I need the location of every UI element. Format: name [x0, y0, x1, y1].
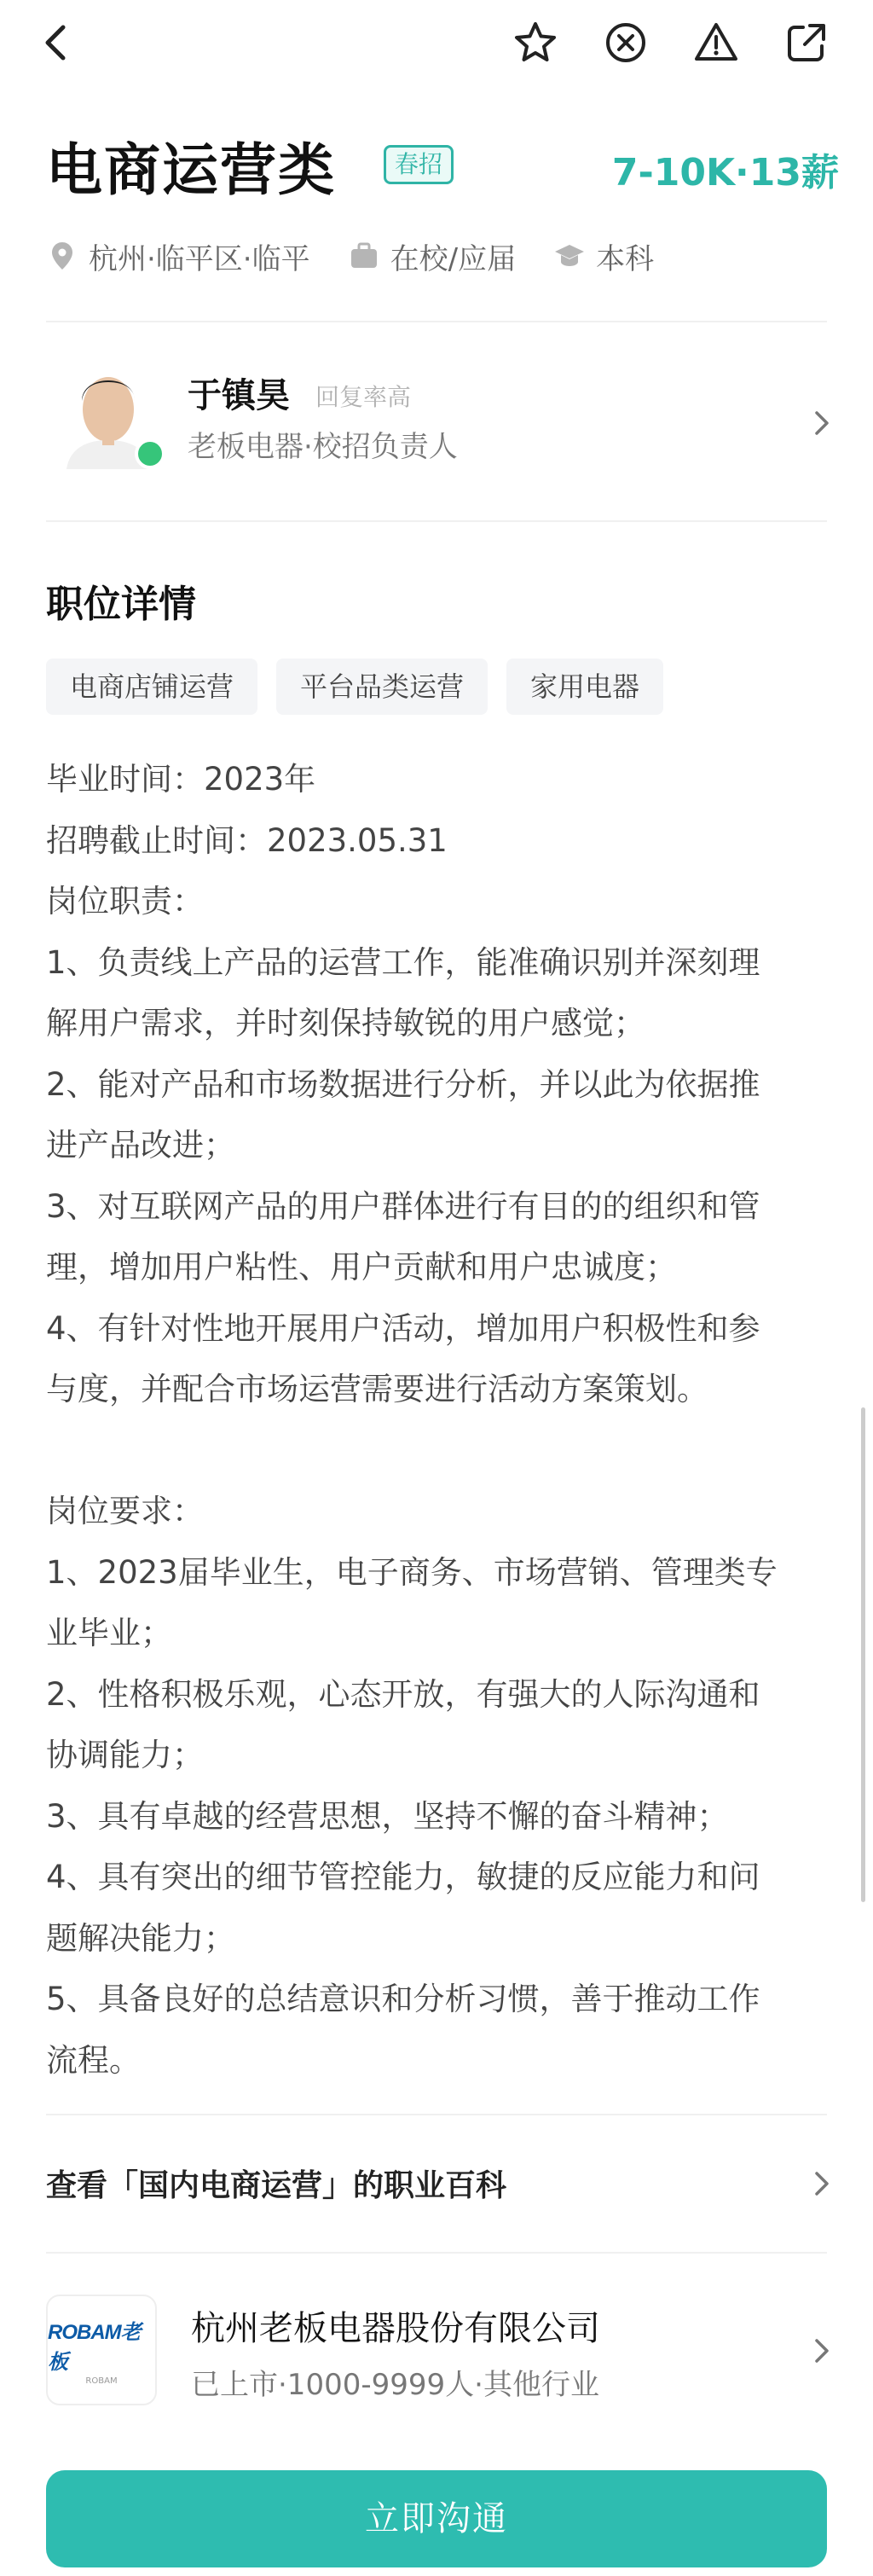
status-meta [348, 235, 516, 277]
description-line: 协调能力； [46, 1737, 204, 1773]
warning-icon[interactable] [685, 12, 747, 73]
description-line: 题解决能力； [46, 1919, 235, 1957]
recruiter-title: 老板电器·校招负责人 [188, 430, 458, 464]
chevron-right-icon[interactable] [805, 406, 839, 440]
location-text: 杭州·临平区·临平 [89, 241, 310, 276]
description-line: 4、具有突出的细节管控能力，敏捷的反应能力和问 [46, 1859, 760, 1895]
education-text: 本科 [596, 241, 655, 276]
description-line: 岗位要求： [46, 1493, 204, 1529]
company-logo-text: ROBAM老板 [48, 2320, 141, 2374]
description-line [46, 1420, 830, 1482]
job-tag: 平台品类运营 [276, 659, 488, 715]
section-title-job-details: 职位详情 [46, 583, 196, 626]
divider [46, 520, 827, 522]
description-line: 5、具备良好的总结意识和分析习惯，善于推动工作 [46, 1981, 760, 2017]
description-line: 进产品改进； [46, 1127, 235, 1163]
description-line: 3、对互联网产品的用户群体进行有目的的组织和管 [46, 1187, 760, 1225]
chevron-right-icon[interactable] [805, 2167, 839, 2201]
location-meta [46, 235, 310, 277]
description-line: 1、负责线上产品的运营工作，能准确识别并深刻理 [46, 943, 760, 981]
divider [46, 2252, 827, 2254]
description-line: 与度，并配合市场运营需要进行活动方案策划。 [46, 1371, 708, 1407]
location-pin-icon [46, 240, 78, 272]
description-line: 2、性格积极乐观，心态开放，有强大的人际沟通和 [46, 1675, 760, 1713]
description-line: 3、具有卓越的经营思想，坚持不懈的奋斗精神； [46, 1797, 729, 1835]
company-logo-tagline: ROBAM [85, 2376, 118, 2386]
description-line: 1、2023届毕业生，电子商务、市场营销、管理类专 [46, 1553, 778, 1591]
recruiter-name: 于镇昊 [188, 376, 290, 415]
job-tag: 家用电器 [506, 659, 663, 715]
description-line: 解用户需求，并时刻保持敏锐的用户感觉； [46, 1005, 645, 1041]
description-line: 流程。 [46, 2041, 141, 2079]
career-wiki-text: 查看「国内电商运营」的职业百科 [46, 2168, 507, 2203]
description-line: 4、有针对性地开展用户活动，增加用户积极性和参 [46, 1309, 760, 1347]
divider [46, 321, 827, 322]
company-info: 已上市·1000-9999人·其他行业 [191, 2368, 599, 2402]
job-meta [46, 232, 839, 280]
salary: 7-10K·13薪 [611, 151, 839, 194]
company-card[interactable] [46, 2295, 839, 2414]
description-line: 毕业时间：2023年 [46, 761, 316, 798]
online-status-indicator [135, 438, 165, 469]
spring-recruit-badge: 春招 [384, 145, 454, 184]
job-title: 电商运营类 [46, 137, 336, 203]
avatar[interactable] [58, 358, 159, 469]
top-nav-bar [0, 0, 873, 85]
briefcase-icon [348, 240, 380, 272]
description-line: 2、能对产品和市场数据进行分析，并以此为依据推 [46, 1065, 760, 1103]
description-line: 岗位职责： [46, 883, 204, 920]
share-icon[interactable] [776, 12, 837, 73]
job-header [46, 119, 839, 213]
scrollbar[interactable] [861, 1407, 865, 1902]
recruiter-card[interactable] [46, 358, 839, 495]
close-circle-icon[interactable] [595, 12, 656, 73]
career-wiki-link[interactable] [46, 2150, 839, 2218]
bottom-action-bar [0, 2448, 873, 2576]
description-line: 理，增加用户粘性、用户贡献和用户忠诚度； [46, 1249, 677, 1285]
job-tag: 电商店铺运营 [46, 659, 257, 715]
divider [46, 2114, 827, 2115]
chevron-right-icon[interactable] [805, 2334, 839, 2368]
education-meta [553, 235, 654, 277]
star-icon[interactable] [505, 12, 566, 73]
reply-rate-label: 回复率高 [315, 383, 412, 411]
back-arrow-icon[interactable] [27, 12, 89, 73]
graduation-cap-icon [553, 240, 586, 272]
description-line: 招聘截止时间：2023.05.31 [46, 821, 448, 859]
chat-now-button[interactable]: 立即沟通 [46, 2470, 827, 2567]
job-tags [46, 659, 682, 715]
status-text: 在校/应届 [390, 241, 517, 276]
company-name: 杭州老板电器股份有限公司 [191, 2309, 600, 2348]
description-line: 业毕业； [46, 1615, 172, 1651]
company-logo [46, 2295, 157, 2405]
job-description [46, 749, 830, 2091]
